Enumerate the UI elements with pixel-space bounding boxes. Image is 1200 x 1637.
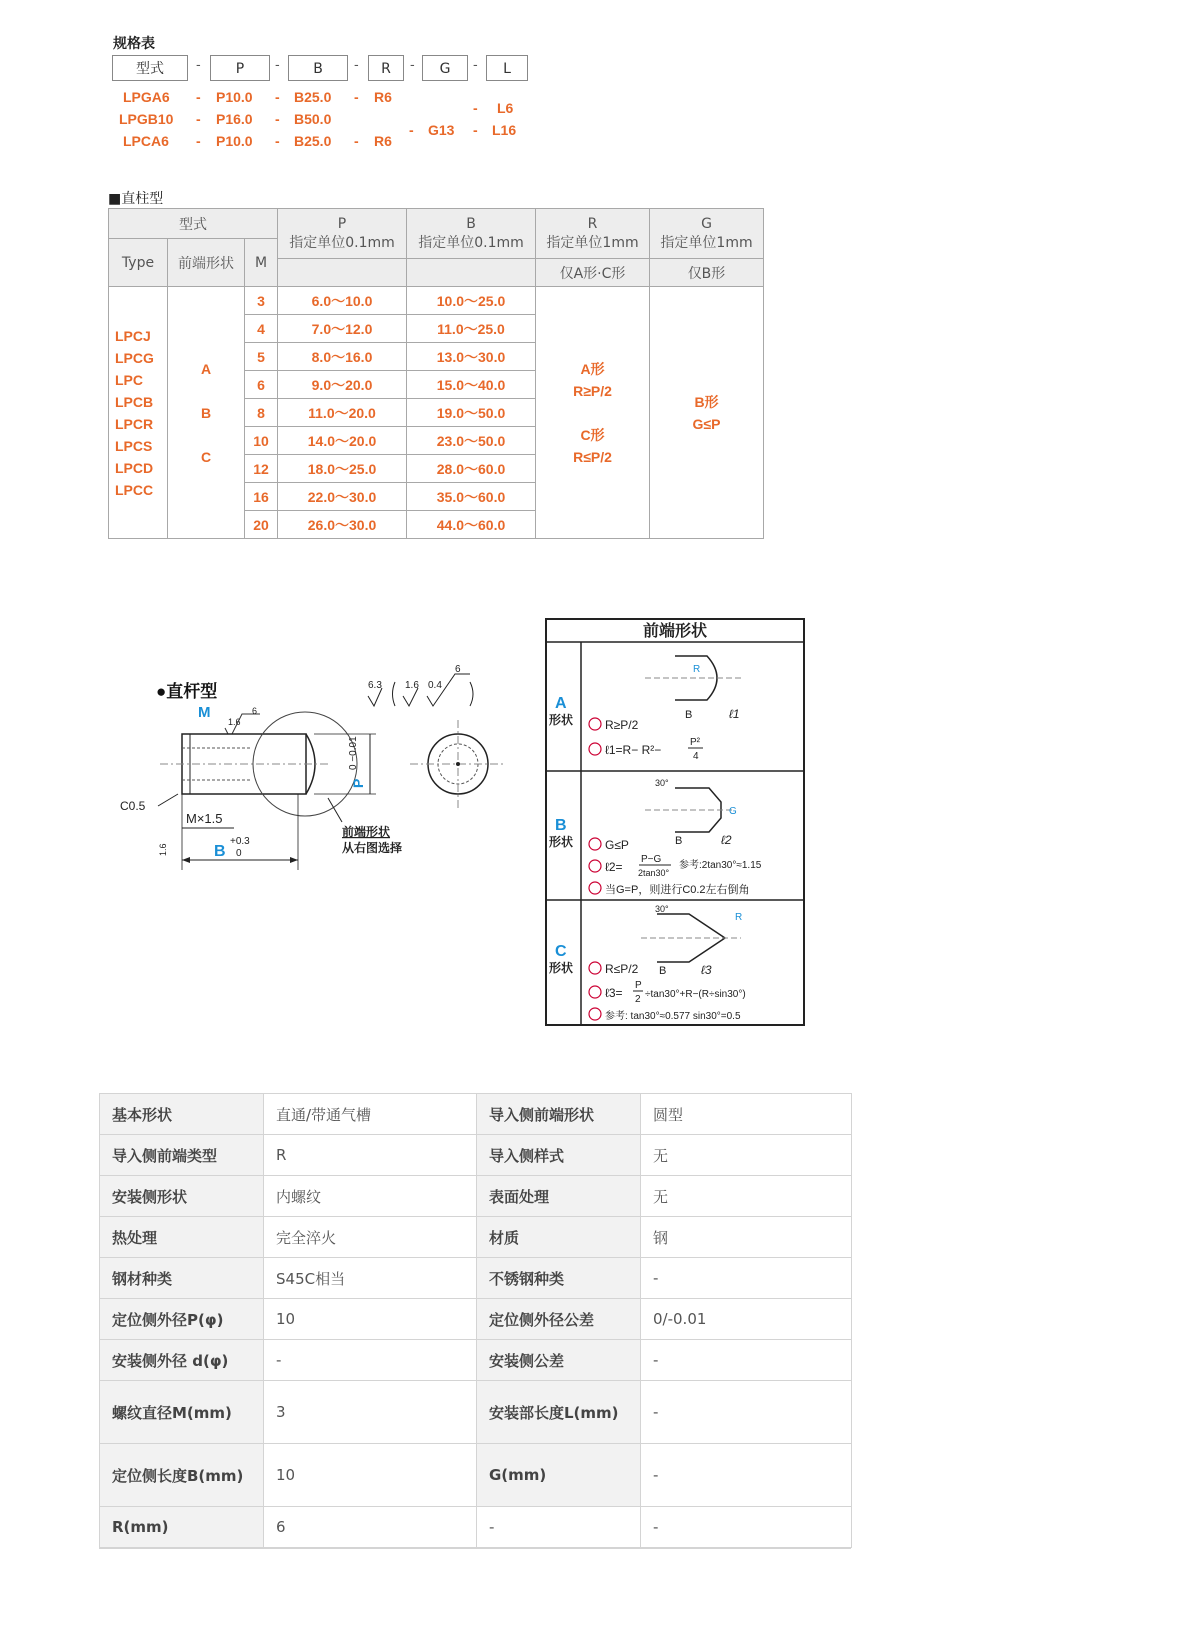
example-dash: -	[275, 133, 280, 149]
attr-value: -	[641, 1444, 852, 1507]
header-model: 型式	[109, 209, 278, 239]
m-cell: 5	[245, 343, 278, 371]
table-row	[100, 1444, 852, 1507]
shape-a-rule2-den: 4	[693, 751, 699, 762]
callout-select-right: 从右图选择	[342, 841, 403, 855]
example-dash: -	[196, 89, 201, 105]
p-range-cell: 26.0～30.0	[278, 511, 407, 539]
attr-key: 材质	[477, 1217, 641, 1258]
shape-c-letter: C	[555, 943, 567, 960]
shape-a-rule2: ℓ1=R− R²−	[605, 743, 662, 757]
shape-list-cell	[168, 287, 245, 539]
p-range-cell: 11.0～20.0	[278, 399, 407, 427]
header-type: Type	[109, 239, 168, 287]
m-cell: 4	[245, 315, 278, 343]
shape-b-rule2-den: 2tan30°	[638, 868, 670, 878]
type-item: LPCJ	[115, 327, 151, 344]
pin-icon	[589, 838, 601, 850]
p-range-cell: 14.0～20.0	[278, 427, 407, 455]
b-range-cell: 13.0～30.0	[407, 343, 536, 371]
example-model: LPCA6	[123, 133, 169, 149]
header-g	[650, 209, 764, 259]
header-p-note	[278, 259, 407, 287]
type-item: LPCB	[115, 393, 154, 410]
attr-key: 安装侧外径 d(φ)	[100, 1340, 264, 1381]
attr-key: 不锈钢种类	[477, 1258, 641, 1299]
table-row	[109, 287, 764, 315]
code-dash: -	[473, 58, 478, 73]
p-range-cell: 8.0～16.0	[278, 343, 407, 371]
b-range-cell: 28.0～60.0	[407, 455, 536, 483]
type-item: LPCD	[115, 459, 154, 476]
shape-c-rule1: R≤P/2	[605, 962, 639, 976]
example-l: L16	[492, 122, 517, 138]
attr-key: 基本形状	[100, 1094, 264, 1135]
shape-c-rule2: ℓ3=	[605, 986, 623, 1000]
r-a-rule: R≥P/2	[573, 382, 612, 399]
type-item: LPC	[115, 371, 143, 388]
attr-value: 无	[641, 1176, 852, 1217]
pin-icon	[589, 1008, 601, 1020]
example-dash: -	[196, 133, 201, 149]
attr-value: 10	[264, 1444, 477, 1507]
code-field-b: B	[288, 55, 348, 81]
table-row	[100, 1299, 852, 1340]
shape-item: B	[200, 404, 212, 421]
example-dash: -	[196, 111, 201, 127]
finish-a: 1.6	[405, 680, 419, 691]
shape-b-rule2: ℓ2=	[605, 860, 623, 874]
b-tol-plus: +0.3	[230, 836, 250, 847]
header-b	[407, 209, 536, 259]
shape-a-r: R	[693, 664, 701, 675]
type-item: LPCR	[115, 415, 154, 432]
attr-value: 完全淬火	[264, 1217, 477, 1258]
example-b: B25.0	[294, 89, 332, 105]
table-row	[100, 1176, 852, 1217]
shape-b-label: 形状	[549, 835, 574, 849]
pin-icon	[589, 962, 601, 974]
attr-key: -	[477, 1507, 641, 1548]
pin-icon	[589, 986, 601, 998]
straight-pin-drawing	[110, 660, 530, 900]
attr-value: -	[264, 1340, 477, 1381]
table-bottom-divider	[99, 1548, 851, 1549]
p-range-cell: 7.0～12.0	[278, 315, 407, 343]
m-cell: 20	[245, 511, 278, 539]
attr-key: 定位侧外径公差	[477, 1299, 641, 1340]
header-g-unit: 指定单位1mm	[660, 234, 753, 251]
attr-value: 0/-0.01	[641, 1299, 852, 1340]
code-field-r: R	[368, 55, 404, 81]
finish-main: 6.3	[368, 680, 382, 691]
p-range-cell: 18.0～25.0	[278, 455, 407, 483]
shape-b-angle: 30°	[655, 778, 669, 788]
m-cell: 12	[245, 455, 278, 483]
attr-value: 无	[641, 1135, 852, 1176]
shape-b-rule2-ref: 参考:2tan30°≈1.15	[679, 860, 762, 871]
example-p: P10.0	[216, 133, 253, 149]
example-b: B25.0	[294, 133, 332, 149]
header-p	[278, 209, 407, 259]
shape-b-l2: ℓ2	[721, 833, 732, 847]
example-dash: -	[473, 100, 478, 116]
code-dash: -	[275, 58, 280, 73]
table-row	[100, 1340, 852, 1381]
attr-value: 10	[264, 1299, 477, 1340]
shape-b-rule3: 当G=P，则进行C0.2左右倒角	[605, 884, 750, 896]
b-range-cell: 11.0～25.0	[407, 315, 536, 343]
finish-mark-b: 6	[252, 706, 258, 716]
front-shape-panel	[545, 618, 807, 1028]
attr-key: R(mm)	[100, 1507, 264, 1548]
example-l: L6	[497, 100, 514, 116]
p-range-cell: 22.0～30.0	[278, 483, 407, 511]
finish-c: 6	[455, 664, 461, 675]
shape-c-label: 形状	[549, 961, 574, 975]
r-c-shape: C形	[580, 426, 605, 443]
example-dash: -	[275, 89, 280, 105]
attr-value: 3	[264, 1381, 477, 1444]
b-range-cell: 44.0～60.0	[407, 511, 536, 539]
attr-value: 内螺纹	[264, 1176, 477, 1217]
drawing-title: ●直杆型	[156, 682, 218, 701]
shape-a-letter: A	[555, 695, 567, 712]
attr-key: 钢材种类	[100, 1258, 264, 1299]
shape-item: C	[200, 448, 212, 465]
type-item: LPCS	[115, 437, 153, 454]
attr-value: R	[264, 1135, 477, 1176]
b-range-cell: 23.0～50.0	[407, 427, 536, 455]
straight-type-table	[108, 208, 764, 539]
example-dash: -	[354, 89, 359, 105]
attr-value: -	[641, 1258, 852, 1299]
code-dash: -	[410, 58, 415, 73]
pin-icon	[589, 882, 601, 894]
shape-a-label: 形状	[549, 713, 574, 727]
shape-c-rule2-num: P	[635, 980, 642, 991]
g-rule-cell	[650, 287, 764, 539]
example-p: P10.0	[216, 89, 253, 105]
attr-value: 6	[264, 1507, 477, 1548]
header-b-note	[407, 259, 536, 287]
attr-key: G(mm)	[477, 1444, 641, 1507]
attr-value: -	[641, 1381, 852, 1444]
shape-b-letter: B	[555, 817, 567, 834]
attr-key: 安装部长度L(mm)	[477, 1381, 641, 1444]
header-r-unit: 指定单位1mm	[546, 234, 639, 251]
attr-value: -	[641, 1507, 852, 1548]
attr-key: 导入侧前端类型	[100, 1135, 264, 1176]
g-b-rule: G≤P	[692, 415, 721, 432]
b-tol-zero: 0	[236, 848, 242, 859]
callout-front-shape: 前端形状	[342, 825, 391, 839]
shape-a-b: B	[685, 709, 693, 721]
shape-b-rule2-num: P−G	[641, 854, 662, 865]
attr-key: 表面处理	[477, 1176, 641, 1217]
header-r-label: R	[587, 215, 598, 232]
spec-title: 规格表	[113, 36, 155, 52]
label-p: P	[350, 778, 366, 788]
shape-a-rule2-num: P²	[690, 737, 700, 748]
code-field-l: L	[486, 55, 528, 81]
chamfer-label: C0.5	[120, 799, 146, 813]
shape-c-angle: 30°	[655, 904, 669, 914]
shape-c-rule3: 参考: tan30°≈0.577 sin30°=0.5	[605, 1011, 741, 1022]
header-r	[536, 209, 650, 259]
b-range-cell: 15.0～40.0	[407, 371, 536, 399]
r-a-shape: A形	[580, 360, 605, 377]
attr-value: 钢	[641, 1217, 852, 1258]
example-model: LPGB10	[119, 111, 174, 127]
header-p-label: P	[337, 215, 347, 232]
pin-icon	[589, 860, 601, 872]
attr-key: 安装侧公差	[477, 1340, 641, 1381]
table-row	[100, 1217, 852, 1258]
label-m: M	[198, 704, 211, 721]
thread-length-label: M×1.5	[186, 811, 223, 826]
shape-b-b: B	[675, 835, 683, 847]
code-field-model: 型式	[112, 55, 188, 81]
header-r-note: 仅A形·C形	[536, 259, 650, 287]
header-g-note: 仅B形	[650, 259, 764, 287]
shape-c-l3: ℓ3	[701, 963, 712, 977]
attr-key: 导入侧样式	[477, 1135, 641, 1176]
edge-mark: 1.6	[158, 843, 168, 856]
table-row	[100, 1094, 852, 1135]
p-range-cell: 9.0～20.0	[278, 371, 407, 399]
r-c-rule: R≤P/2	[573, 448, 612, 465]
m-cell: 8	[245, 399, 278, 427]
table-row	[100, 1381, 852, 1444]
attr-key: 热处理	[100, 1217, 264, 1258]
code-dash: -	[354, 58, 359, 73]
panel-title: 前端形状	[642, 623, 708, 640]
r-rule-cell	[536, 287, 650, 539]
pin-icon	[589, 718, 601, 730]
example-r: R6	[374, 89, 392, 105]
header-p-unit: 指定单位0.1mm	[289, 234, 395, 251]
code-dash: -	[196, 58, 201, 73]
attr-key: 螺纹直径M(mm)	[100, 1381, 264, 1444]
example-b: B50.0	[294, 111, 332, 127]
attr-key: 定位侧外径P(φ)	[100, 1299, 264, 1340]
pin-icon	[589, 743, 601, 755]
shape-c-r: R	[735, 912, 743, 923]
finish-b: 0.4	[428, 680, 442, 691]
code-field-p: P	[210, 55, 270, 81]
shape-item: A	[200, 360, 212, 377]
example-dash: -	[473, 122, 478, 138]
code-field-g: G	[422, 55, 468, 81]
attr-value: 直通/带通气槽	[264, 1094, 477, 1135]
example-model: LPGA6	[123, 89, 170, 105]
shape-c-rule2-right: ÷tan30°+R−(R÷sin30°)	[645, 989, 746, 1000]
shape-b-g: G	[729, 806, 737, 817]
shape-a-l1: ℓ1	[729, 707, 740, 721]
attr-key: 导入侧前端形状	[477, 1094, 641, 1135]
m-cell: 16	[245, 483, 278, 511]
example-dash: -	[409, 122, 414, 138]
shape-a-rule1: R≥P/2	[605, 718, 639, 732]
header-m: M	[245, 239, 278, 287]
table-row	[100, 1507, 852, 1548]
attr-value: 圆型	[641, 1094, 852, 1135]
example-g: G13	[428, 122, 455, 138]
type-item: LPCC	[115, 481, 154, 498]
b-range-cell: 10.0～25.0	[407, 287, 536, 315]
m-cell: 6	[245, 371, 278, 399]
header-b-unit: 指定单位0.1mm	[418, 234, 524, 251]
example-p: P16.0	[216, 111, 253, 127]
table-row	[100, 1258, 852, 1299]
g-b-shape: B形	[694, 393, 719, 410]
m-cell: 3	[245, 287, 278, 315]
p-range-cell: 6.0～10.0	[278, 287, 407, 315]
shape-c-b: B	[659, 965, 667, 977]
attr-value: S45C相当	[264, 1258, 477, 1299]
finish-mark-a: 1.6	[228, 717, 241, 727]
example-dash: -	[275, 111, 280, 127]
table-row	[100, 1135, 852, 1176]
header-b-label: B	[466, 215, 476, 232]
straight-type-title: ■直柱型	[108, 191, 164, 207]
label-b: B	[214, 843, 226, 860]
type-list-cell	[109, 287, 168, 539]
shape-c-rule2-den: 2	[635, 994, 641, 1005]
attr-key: 安装侧形状	[100, 1176, 264, 1217]
header-g-label: G	[701, 215, 712, 232]
shape-b-rule1: G≤P	[605, 838, 629, 852]
type-item: LPCG	[115, 349, 154, 366]
p-tolerance: 0 −0.01	[348, 736, 359, 770]
example-r: R6	[374, 133, 392, 149]
m-cell: 10	[245, 427, 278, 455]
attr-value: -	[641, 1340, 852, 1381]
attr-key: 定位侧长度B(mm)	[100, 1444, 264, 1507]
header-front-shape: 前端形状	[168, 239, 245, 287]
example-dash: -	[354, 133, 359, 149]
b-range-cell: 19.0～50.0	[407, 399, 536, 427]
b-range-cell: 35.0～60.0	[407, 483, 536, 511]
attributes-table	[99, 1093, 852, 1548]
